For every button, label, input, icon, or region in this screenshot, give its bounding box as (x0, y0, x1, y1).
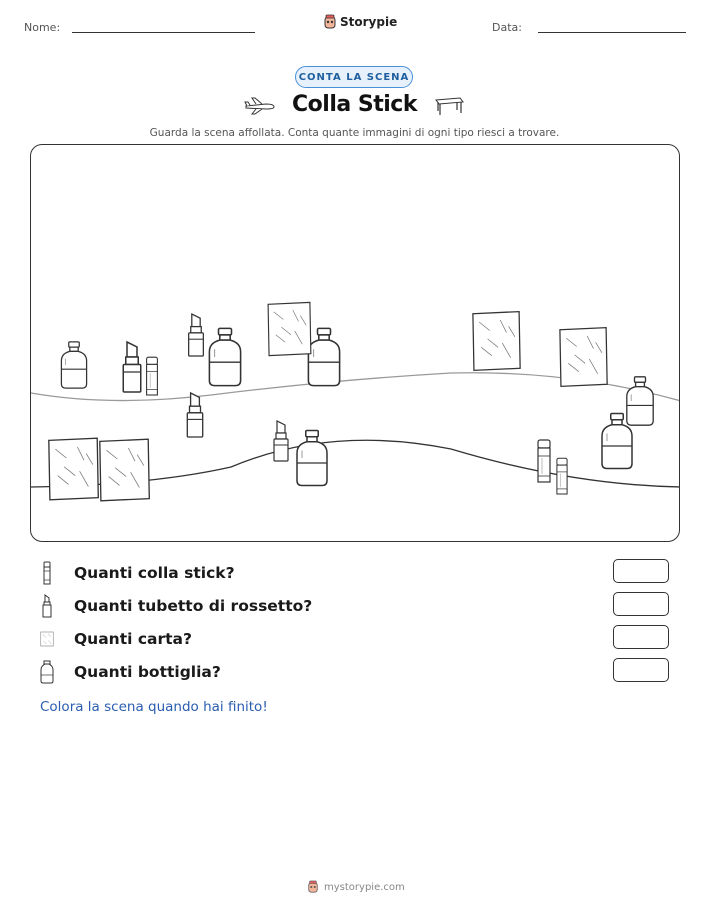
question-text: Quanti bottiglia? (74, 663, 221, 681)
date-line[interactable] (538, 32, 686, 33)
page-title: Colla Stick (292, 92, 417, 117)
table-icon (433, 94, 465, 116)
footer (307, 880, 405, 894)
question-paper (40, 627, 192, 651)
badge-text: CONTA LA SCENA (298, 71, 410, 83)
instructions: Guarda la scena affollata. Conta quante immagini di ogni tipo riesci a trovare. (149, 127, 560, 139)
brand-name: Storypie (340, 15, 398, 29)
activity-badge (295, 66, 413, 88)
color-instruction: Colora la scena quando hai finito! (40, 699, 268, 715)
question-text: Quanti colla stick? (74, 564, 235, 582)
answer-box-glue-stick[interactable] (613, 559, 669, 583)
glue-stick-icon (40, 561, 54, 585)
question-bottle (40, 660, 221, 684)
question-lipstick (40, 594, 313, 618)
lipstick-icon (40, 594, 54, 618)
storypie-mascot-icon (323, 14, 337, 30)
answer-box-paper[interactable] (613, 625, 669, 649)
question-glue-stick (40, 561, 235, 585)
scene-drawing (31, 145, 680, 542)
paper-icon (40, 627, 54, 651)
counting-scene[interactable] (30, 144, 680, 542)
answer-box-bottle[interactable] (613, 658, 669, 682)
name-label: Nome: (24, 21, 61, 34)
storypie-mascot-icon (307, 880, 319, 894)
name-line[interactable] (72, 32, 255, 33)
date-label: Data: (492, 21, 522, 34)
question-text: Quanti carta? (74, 630, 192, 648)
footer-url: mystorypie.com (324, 881, 405, 893)
question-text: Quanti tubetto di rossetto? (74, 597, 313, 615)
bottle-icon (40, 660, 54, 684)
brand-logo (323, 14, 397, 30)
answer-box-lipstick[interactable] (613, 592, 669, 616)
